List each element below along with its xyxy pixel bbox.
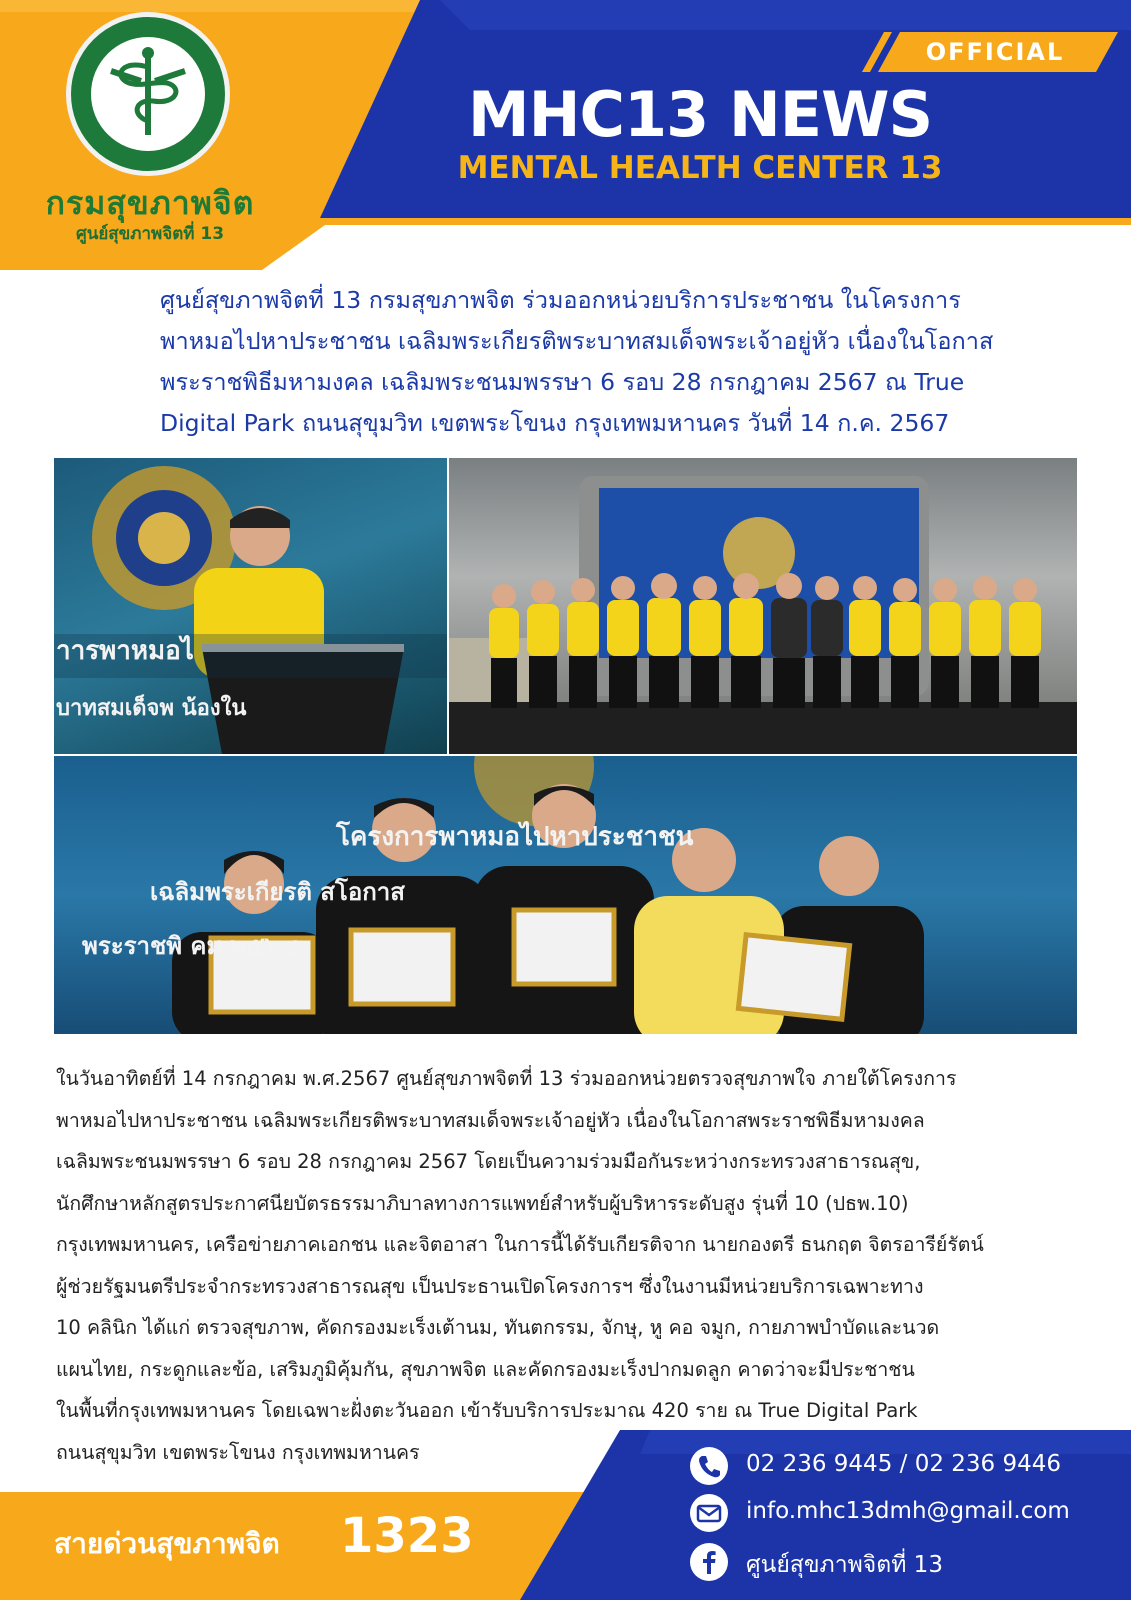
body-line: เฉลิมพระชนมพรรษา 6 รอบ 28 กรกฎาคม 2567 โดยเป็นความร่วมมือกันระหว่างกระทรวงสาธารณสุข,	[56, 1150, 921, 1173]
news-subtitle: MENTAL HEALTH CENTER 13	[457, 150, 943, 186]
hotline-number[interactable]: 1323	[340, 1508, 474, 1564]
dept-name: กรมสุขภาพจิต	[45, 184, 255, 222]
official-badge: OFFICIAL	[925, 38, 1065, 66]
facebook-icon	[690, 1543, 728, 1581]
dept-subtitle: ศูนย์สุขภาพจิตที่ 13	[75, 224, 225, 244]
caduceus-icon	[91, 37, 205, 151]
body-line: นักศึกษาหลักสูตรประกาศนียบัตรธรรมาภิบาลทางการแพทย์สำหรับผู้บริหารระดับสูง รุ่นที่ 10 (ปธพ.10)	[56, 1191, 909, 1215]
banner-text: เฉลิมพระเกียรติ สโอกาส	[150, 878, 405, 906]
photo-speaker	[54, 458, 447, 754]
news-title: MHC13 NEWS	[467, 78, 933, 151]
group-illustration	[449, 458, 1077, 754]
email-text: info.mhc13dmh@gmail.com	[746, 1498, 1070, 1524]
ministry-logo	[66, 12, 230, 176]
mail-icon	[690, 1494, 728, 1532]
headline-line: พระราชพิธีมหามงคล เฉลิมพระชนมพรรษา 6 รอบ 28 กรกฎาคม 2567 ณ True	[160, 368, 965, 396]
headline-line: พาหมอไปหาประชาชน เฉลิมพระเกียรติพระบาทสมเด็จพระเจ้าอยู่หัว เนื่องในโอกาส	[160, 327, 994, 355]
phone-text: 02 236 9445 / 02 236 9446	[746, 1451, 1062, 1477]
body-paragraph	[56, 1058, 1076, 1473]
photo-group	[449, 458, 1077, 754]
facebook-text: ศูนย์สุขภาพจิตที่ 13	[746, 1552, 943, 1578]
banner-text: าารพาหมอไ	[56, 636, 194, 666]
hotline-label: สายด่วนสุขภาพจิต	[54, 1527, 280, 1560]
headline	[160, 280, 1080, 444]
banner-text: โครงการพาหมอไปหาประชาชน	[336, 822, 694, 852]
body-line: พาหมอไปหาประชาชน เฉลิมพระเกียรติพระบาทสมเด็จพระเจ้าอยู่หัว เนื่องในโอกาสพระราชพิธีมหามงคล	[56, 1108, 925, 1132]
body-line: ถนนสุขุมวิท เขตพระโขนง กรุงเทพมหานคร	[56, 1440, 420, 1464]
photo-certificates	[54, 756, 1077, 1034]
headline-line: ศูนย์สุขภาพจิตที่ 13 กรมสุขภาพจิต ร่วมออกหน่วยบริการประชาชน ในโครงการ	[160, 286, 961, 314]
body-line: กรุงเทพมหานคร, เครือข่ายภาคเอกชน และจิตอาสา ในการนี้ได้รับเกียรติจาก นายกองตรี ธนกฤต จิตรอารีย์รัตน์	[56, 1233, 984, 1256]
body-line: 10 คลินิก ได้แก่ ตรวจสุขภาพ, คัดกรองมะเร็งเต้านม, ทันตกรรม, จักษุ, หู คอ จมูก, กายภาพบำบัดและนวด	[56, 1316, 940, 1339]
body-line: ในวันอาทิตย์ที่ 14 กรกฎาคม พ.ศ.2567 ศูนย์สุขภาพจิตที่ 13 ร่วมออกหน่วยตรวจสุขภาพใจ ภายใต้โครงการ	[56, 1067, 957, 1090]
body-line: ในพื้นที่กรุงเทพมหานคร โดยเฉพาะฝั่งตะวันออก เข้ารับบริการประมาณ 420 ราย ณ True Digital Park	[56, 1399, 918, 1422]
banner-text: พระราชพิ คม ๒๕๖๗	[82, 932, 298, 960]
body-line: แผนไทย, กระดูกและข้อ, เสริมภูมิคุ้มกัน, สุขภาพจิต และคัดกรองมะเร็งปากมดลูก คาดว่าจะมีประชาชน	[56, 1357, 915, 1381]
headline-line: Digital Park ถนนสุขุมวิท เขตพระโขนง กรุงเทพมหานคร วันที่ 14 ก.ค. 2567	[160, 409, 950, 437]
logo-emblem	[91, 37, 205, 151]
body-line: ผู้ช่วยรัฐมนตรีประจำกระทรวงสาธารณสุข เป็นประธานเปิดโครงการฯ ซึ่งในงานมีหน่วยบริการเฉพาะทาง	[56, 1274, 924, 1298]
phone-icon	[690, 1447, 728, 1485]
banner-text: บาทสมเด็จพ น้องใน	[56, 696, 247, 721]
